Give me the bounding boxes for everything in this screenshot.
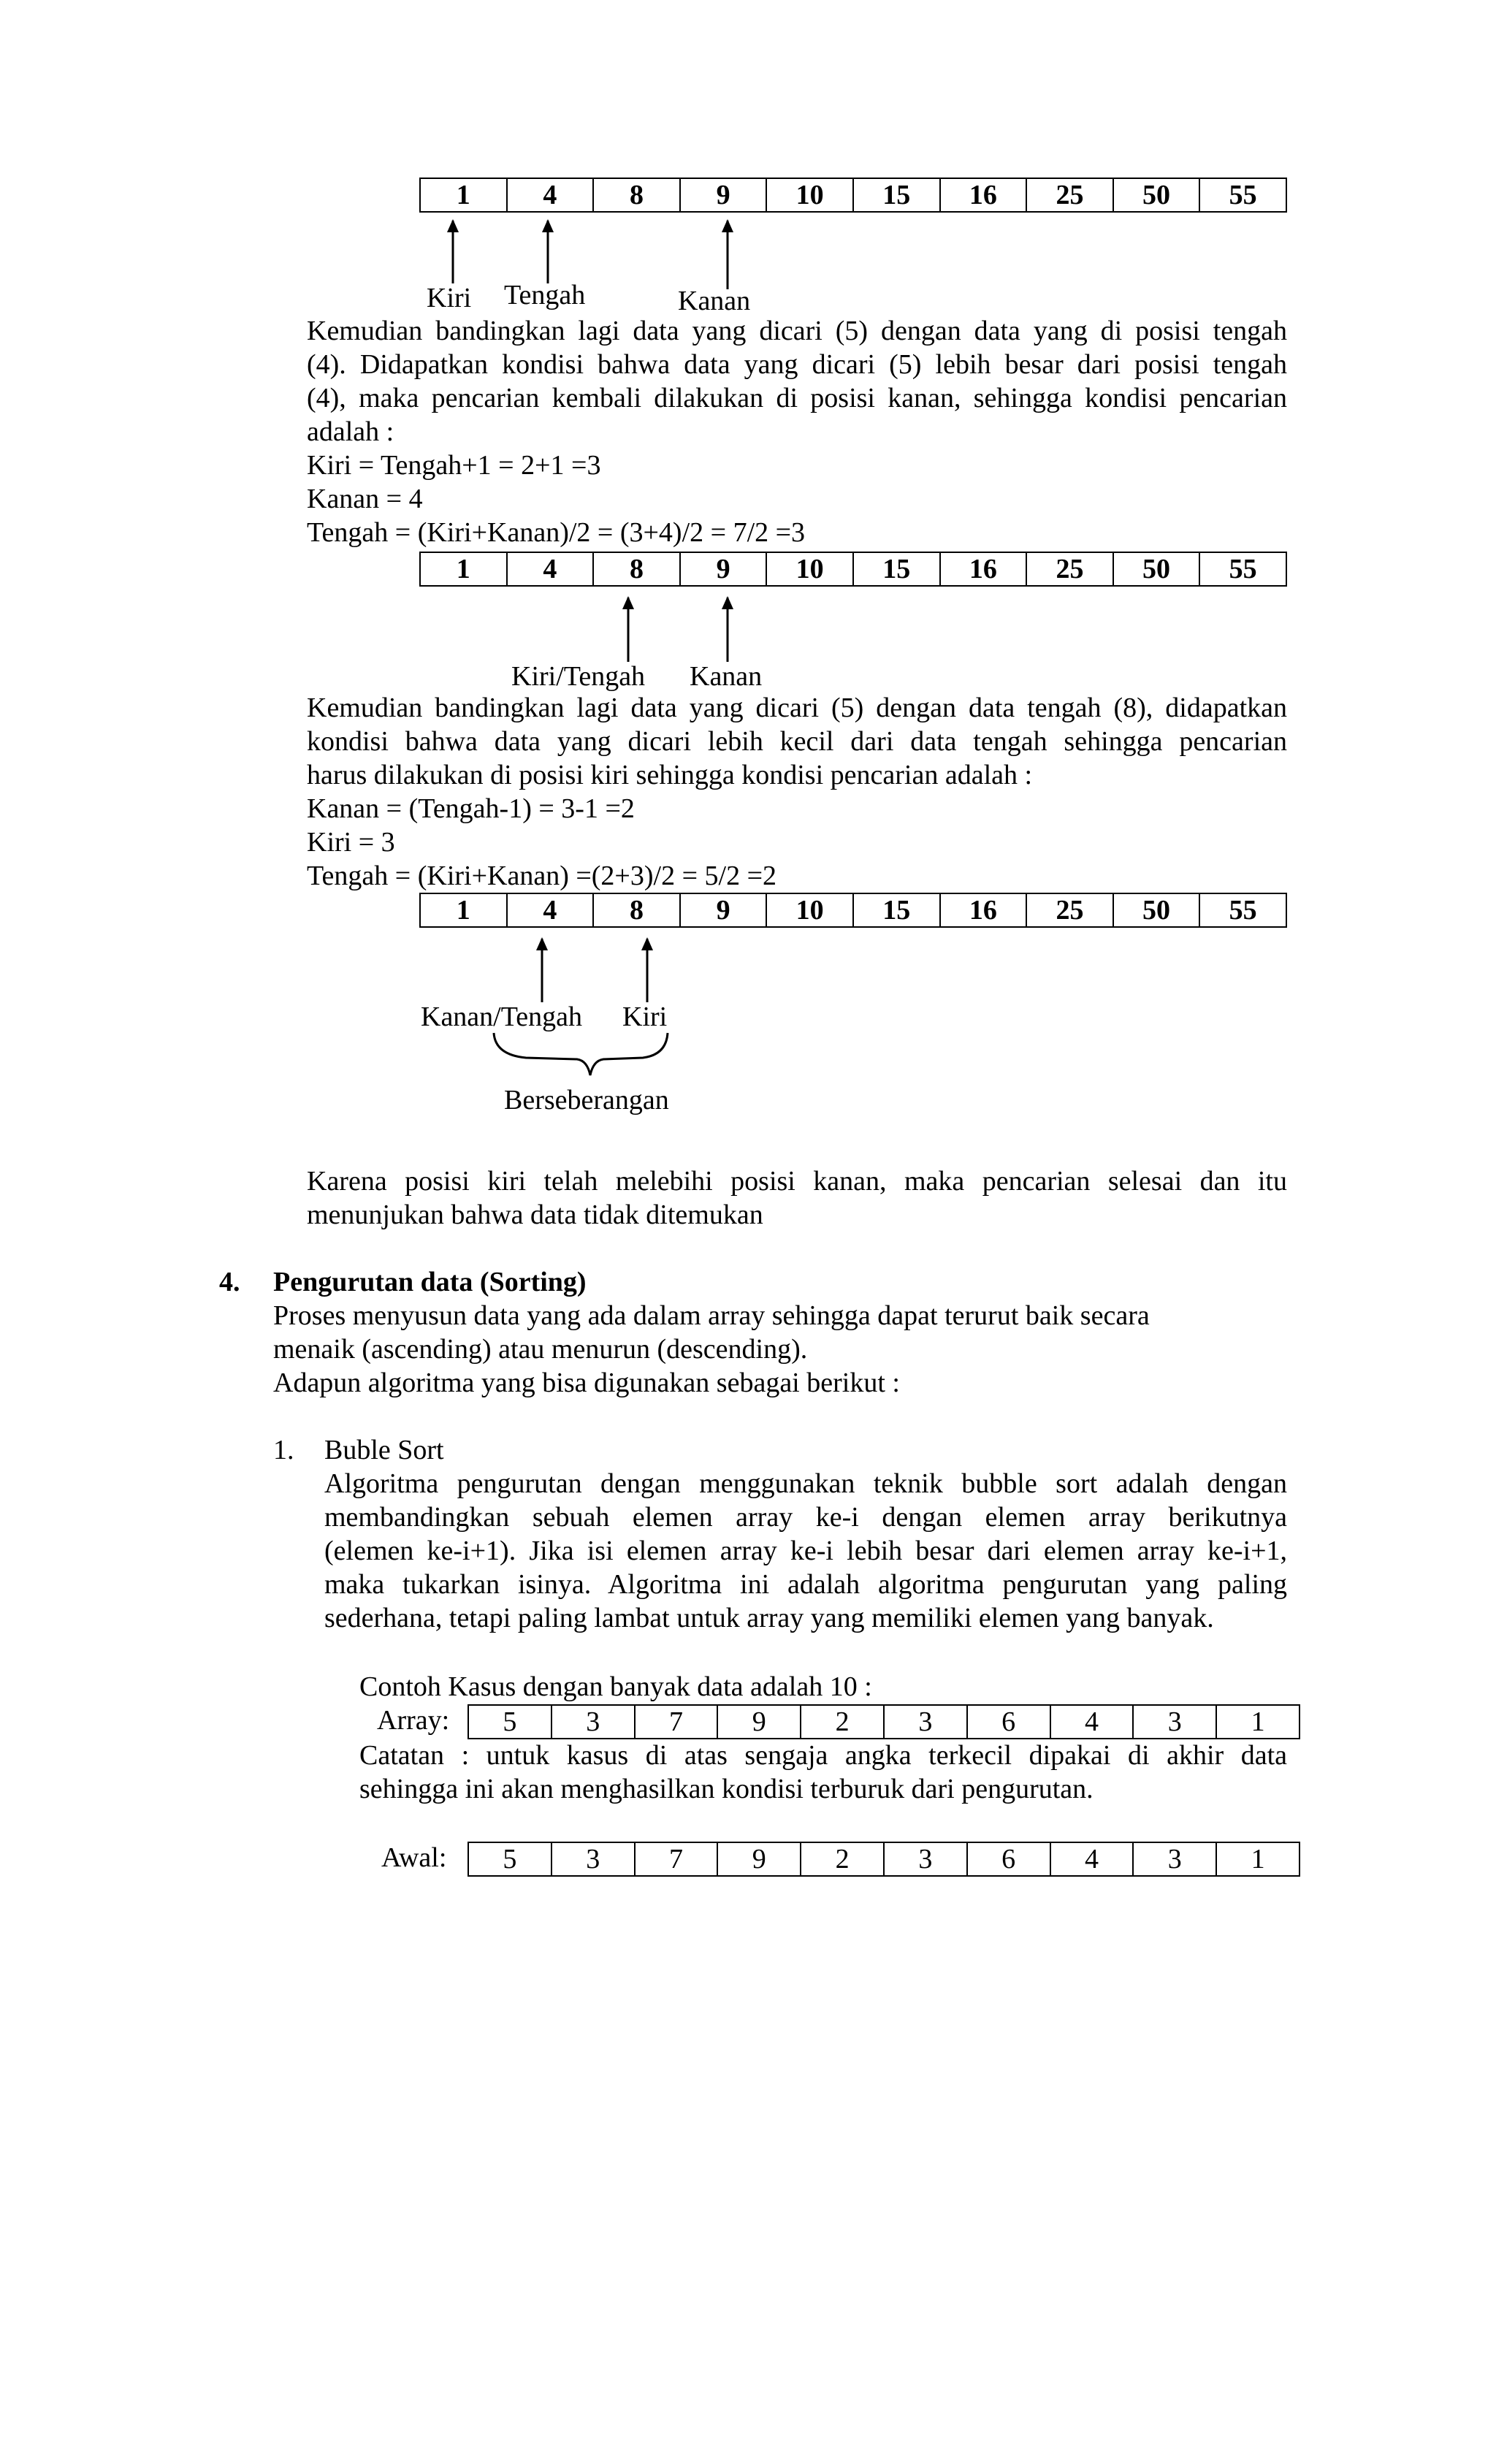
array-cell: 3	[552, 1842, 635, 1876]
array-cell: 8	[593, 178, 680, 212]
array-cell: 10	[766, 552, 853, 586]
array-cell: 15	[853, 178, 940, 212]
array-cell: 50	[1113, 178, 1200, 212]
array-cell: 5	[468, 1842, 552, 1876]
label-berseberangan: Berseberangan	[504, 1085, 669, 1115]
paragraph-2-line-2: kondisi bahwa data yang dicari lebih kecil dari data tengah sehingga pencarian	[307, 726, 1287, 757]
array-diagram-2	[419, 552, 1287, 587]
array-cell: 55	[1199, 893, 1286, 927]
section-number: 4.	[219, 1267, 240, 1297]
array-cell: 2	[801, 1842, 884, 1876]
array-cell: 55	[1199, 178, 1286, 212]
array-diagram-3	[419, 893, 1287, 928]
array-cell: 1	[1216, 1842, 1300, 1876]
array-cell: 16	[940, 552, 1027, 586]
array-cell: 25	[1026, 178, 1113, 212]
section-line-3: Adapun algoritma yang bisa digunakan sebagai berikut :	[273, 1368, 900, 1398]
paragraph-2-line-1: Kemudian bandingkan lagi data yang dicari (5) dengan data tengah (8), didapatkan	[307, 693, 1287, 723]
paragraph-1-line-6: Kanan = 4	[307, 484, 423, 514]
paragraph-2-line-3: harus dilakukan di posisi kiri sehingga kondisi pencarian adalah :	[307, 760, 1033, 790]
paragraph-1-line-4: adalah :	[307, 416, 394, 447]
array-cell: 55	[1199, 552, 1286, 586]
subsection-line-2: membandingkan sebuah elemen array ke-i dengan elemen array berikutnya	[324, 1502, 1287, 1533]
paragraph-1-line-5: Kiri = Tengah+1 = 2+1 =3	[307, 450, 601, 481]
array-cell: 16	[940, 178, 1027, 212]
section-line-2: menaik (ascending) atau menurun (descending).	[273, 1334, 808, 1365]
array-cell: 10	[766, 893, 853, 927]
array-cell: 1	[420, 893, 507, 927]
paragraph-1-line-1: Kemudian bandingkan lagi data yang dicari (5) dengan data yang di posisi tengah	[307, 316, 1287, 346]
paragraph-1-line-2: (4). Didapatkan kondisi bahwa data yang dicari (5) lebih besar dari posisi tengah	[307, 349, 1287, 380]
paragraph-1-line-3: (4), maka pencarian kembali dilakukan di posisi kanan, sehingga kondisi pencarian	[307, 383, 1287, 413]
array-cell: 9	[717, 1705, 801, 1739]
brace	[494, 1033, 668, 1075]
label-kanan-2: Kanan	[690, 661, 763, 692]
array-cell: 10	[766, 178, 853, 212]
paragraph-2-line-6: Tengah = (Kiri+Kanan) =(2+3)/2 = 5/2 =2	[307, 861, 776, 891]
subsection-line-3: (elemen ke-i+1). Jika isi elemen array ke-i lebih besar dari elemen array ke-i+1,	[324, 1536, 1287, 1566]
label-tengah-1: Tengah	[504, 280, 586, 310]
label-kiri-3: Kiri	[622, 1002, 668, 1032]
array-cell: 4	[507, 178, 594, 212]
array-cell: 4	[507, 552, 594, 586]
array-label: Array:	[377, 1705, 450, 1736]
label-kiri-tengah-2: Kiri/Tengah	[511, 661, 646, 692]
note-line-1: Catatan : untuk kasus di atas sengaja angka terkecil dipakai di akhir data	[359, 1740, 1287, 1771]
array-cell: 9	[680, 178, 767, 212]
example-intro: Contoh Kasus dengan banyak data adalah 10 :	[359, 1671, 872, 1702]
example-array	[468, 1704, 1300, 1739]
array-cell: 7	[635, 1705, 718, 1739]
section-line-1: Proses menyusun data yang ada dalam array sehingga dapat terurut baik secara	[273, 1300, 1150, 1331]
array-cell: 8	[593, 552, 680, 586]
note-line-2: sehingga ini akan menghasilkan kondisi terburuk dari pengurutan.	[359, 1774, 1094, 1804]
subsection-number: 1.	[273, 1435, 294, 1465]
array-cell: 4	[507, 893, 594, 927]
section-title: Pengurutan data (Sorting)	[273, 1267, 587, 1297]
paragraph-3-line-2: menunjukan bahwa data tidak ditemukan	[307, 1199, 763, 1230]
array-cell: 6	[967, 1842, 1050, 1876]
array-cell: 6	[967, 1705, 1050, 1739]
awal-label: Awal:	[381, 1842, 447, 1873]
label-kiri-1: Kiri	[427, 283, 472, 313]
array-cell: 5	[468, 1705, 552, 1739]
array-cell: 3	[1133, 1705, 1216, 1739]
array-cell: 25	[1026, 893, 1113, 927]
array-cell: 1	[420, 178, 507, 212]
label-kanan-1: Kanan	[678, 286, 751, 316]
array-cell: 15	[853, 893, 940, 927]
array-cell: 4	[1050, 1705, 1134, 1739]
array-cell: 3	[884, 1705, 967, 1739]
array-cell: 4	[1050, 1842, 1134, 1876]
paragraph-2-line-5: Kiri = 3	[307, 827, 395, 858]
paragraph-2-line-4: Kanan = (Tengah-1) = 3-1 =2	[307, 793, 635, 824]
array-cell: 3	[884, 1842, 967, 1876]
array-cell: 3	[1133, 1842, 1216, 1876]
subsection-title: Buble Sort	[324, 1435, 444, 1465]
label-kanan-tengah-3: Kanan/Tengah	[421, 1002, 583, 1032]
array-cell: 50	[1113, 552, 1200, 586]
array-cell: 9	[680, 893, 767, 927]
array-cell: 1	[1216, 1705, 1300, 1739]
array-cell: 3	[552, 1705, 635, 1739]
subsection-line-4: maka tukarkan isinya. Algoritma ini adalah algoritma pengurutan yang paling	[324, 1569, 1287, 1600]
array-cell: 15	[853, 552, 940, 586]
array-cell: 9	[717, 1842, 801, 1876]
array-cell: 1	[420, 552, 507, 586]
paragraph-3-line-1: Karena posisi kiri telah melebihi posisi kanan, maka pencarian selesai dan itu	[307, 1166, 1287, 1197]
paragraph-1-line-7: Tengah = (Kiri+Kanan)/2 = (3+4)/2 = 7/2 =3	[307, 517, 806, 548]
array-cell: 9	[680, 552, 767, 586]
array-cell: 8	[593, 893, 680, 927]
subsection-line-5: sederhana, tetapi paling lambat untuk array yang memiliki elemen yang banyak.	[324, 1603, 1214, 1633]
array-cell: 2	[801, 1705, 884, 1739]
array-cell: 7	[635, 1842, 718, 1876]
array-cell: 50	[1113, 893, 1200, 927]
array-cell: 16	[940, 893, 1027, 927]
array-cell: 25	[1026, 552, 1113, 586]
awal-array	[468, 1842, 1300, 1877]
subsection-line-1: Algoritma pengurutan dengan menggunakan teknik bubble sort adalah dengan	[324, 1468, 1287, 1499]
